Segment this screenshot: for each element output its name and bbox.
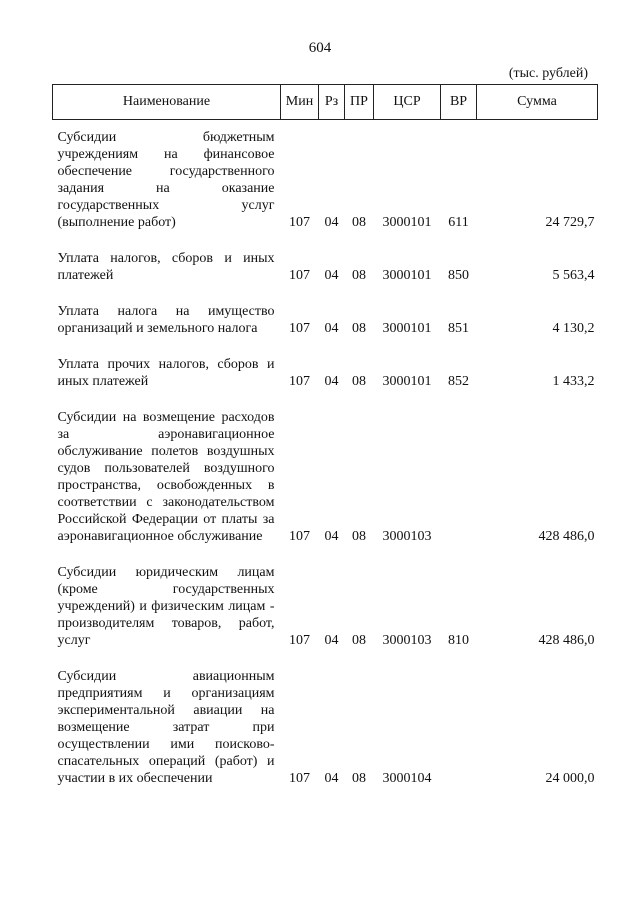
row-sum: 24 000,0 — [545, 771, 595, 786]
row-pr: 08 — [352, 374, 366, 389]
row-vr: 850 — [448, 268, 469, 283]
row-pr: 08 — [352, 771, 366, 786]
row-name: Субсидии авиационным предприятиям и организациям экспериментальной авиации на возмещение затрат при осуществлении ими поисково-спасательных операций (работ) и участии в их обеспечении — [57, 669, 275, 786]
row-sum: 428 486,0 — [538, 633, 595, 648]
row-sum: 428 486,0 — [538, 529, 595, 544]
row-csr: 3000103 — [382, 633, 432, 648]
row-sum: 1 433,2 — [552, 374, 595, 389]
table-row — [53, 555, 598, 659]
row-name: Субсидии на возмещение расходов за аэронавигационное обслуживание полетов воздушных судов пользователей воздушного пространства, освобожденных в соответствии с законодательством Российской Федерации от платы за аэронавигационное обслуживание — [57, 410, 275, 544]
table-row — [53, 659, 598, 797]
row-vr: 810 — [448, 633, 469, 648]
table-header-row — [53, 85, 598, 120]
row-rz: 04 — [324, 374, 339, 389]
row-min: 107 — [289, 268, 310, 283]
row-rz: 04 — [324, 215, 339, 230]
units-note: (тыс. рублей) — [508, 66, 588, 81]
header-sum: Сумма — [477, 85, 598, 120]
table-row — [53, 400, 598, 555]
row-pr: 08 — [352, 215, 366, 230]
row-csr: 3000101 — [382, 268, 432, 283]
row-rz: 04 — [324, 321, 339, 336]
row-vr: 852 — [448, 374, 469, 389]
table-row — [53, 347, 598, 400]
row-name: Субсидии юридическим лицам (кроме государственных учреждений) и физическим лицам - производителям товаров, работ, услуг — [57, 565, 275, 648]
table-row — [53, 241, 598, 294]
header-min: Мин — [281, 85, 319, 120]
row-min: 107 — [289, 771, 310, 786]
row-csr: 3000101 — [382, 374, 432, 389]
row-csr: 3000101 — [382, 215, 432, 230]
row-name: Уплата налога на имущество организаций и земельного налога — [57, 304, 275, 336]
row-min: 107 — [289, 529, 310, 544]
row-vr: 611 — [448, 215, 469, 230]
row-rz: 04 — [324, 268, 339, 283]
header-csr: ЦСР — [374, 85, 441, 120]
row-min: 107 — [289, 321, 310, 336]
header-vr: ВР — [441, 85, 477, 120]
row-vr: 851 — [448, 321, 469, 336]
row-name: Уплата налогов, сборов и иных платежей — [57, 251, 275, 283]
row-min: 107 — [289, 633, 310, 648]
row-sum: 24 729,7 — [545, 215, 595, 230]
page-number: 604 — [308, 40, 332, 56]
row-pr: 08 — [352, 529, 366, 544]
row-min: 107 — [289, 215, 310, 230]
row-vr — [441, 400, 477, 555]
row-rz: 04 — [324, 633, 339, 648]
header-pr: ПР — [345, 85, 374, 120]
table-row — [53, 294, 598, 347]
row-csr: 3000104 — [382, 771, 432, 786]
row-pr: 08 — [352, 633, 366, 648]
row-pr: 08 — [352, 321, 366, 336]
row-pr: 08 — [352, 268, 366, 283]
row-name: Субсидии бюджетным учреждениям на финансовое обеспечение государственного задания на оказание государственных услуг (выполнение работ) — [57, 130, 275, 230]
row-csr: 3000101 — [382, 321, 432, 336]
row-rz: 04 — [324, 529, 339, 544]
budget-table — [52, 84, 598, 797]
header-name: Наименование — [53, 85, 281, 120]
row-name: Уплата прочих налогов, сборов и иных платежей — [57, 357, 275, 389]
row-csr: 3000103 — [382, 529, 432, 544]
row-vr — [441, 659, 477, 797]
header-rz: Рз — [319, 85, 345, 120]
row-rz: 04 — [324, 771, 339, 786]
table-row — [53, 120, 598, 242]
row-sum: 4 130,2 — [552, 321, 595, 336]
row-sum: 5 563,4 — [552, 268, 595, 283]
row-min: 107 — [289, 374, 310, 389]
